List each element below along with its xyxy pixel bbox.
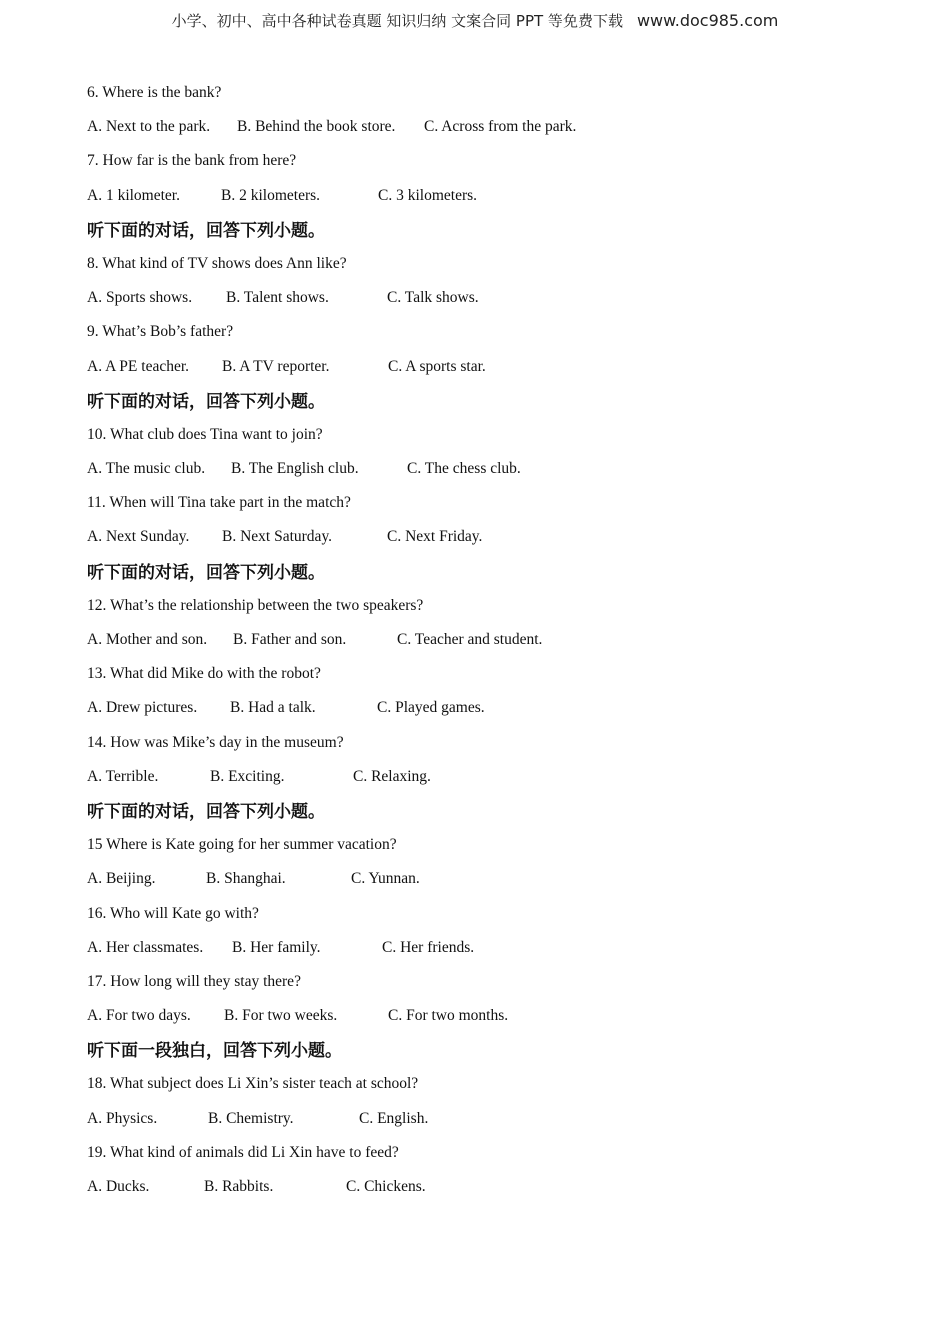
section-instruction: 听下面的对话，回答下列小题。 (87, 801, 325, 822)
answer-option: B. Her family. (232, 938, 321, 956)
answer-options (87, 527, 887, 561)
answer-options (87, 767, 887, 801)
answer-option: A. Drew pictures. (87, 699, 198, 717)
answer-options (87, 288, 887, 322)
answer-option: C. A sports star. (388, 357, 486, 375)
section-instruction: 听下面的对话，回答下列小题。 (87, 391, 325, 412)
answer-option: B. Talent shows. (226, 289, 329, 307)
answer-option: A. Terrible. (87, 767, 159, 785)
answer-option: B. The English club. (231, 460, 359, 478)
question: 12. What’s the relationship between the two speakers? (87, 596, 424, 614)
answer-option: A. The music club. (87, 460, 206, 478)
answer-option: C. Across from the park. (424, 118, 577, 136)
question: 10. What club does Tina want to join? (87, 425, 323, 443)
answer-option: B. Had a talk. (230, 699, 316, 717)
question: 17. How long will they stay there? (87, 972, 301, 990)
answer-options (87, 869, 887, 903)
question: 15 Where is Kate going for her summer vacation? (87, 836, 397, 854)
answer-option: A. Beijing. (87, 870, 156, 888)
answer-options (87, 186, 887, 220)
exam-content (87, 83, 887, 1211)
answer-option: C. For two months. (388, 1007, 509, 1025)
answer-option: B. Father and son. (233, 631, 347, 648)
question: 6. Where is the bank? (87, 84, 222, 101)
answer-option: A. For two days. (87, 1007, 191, 1025)
answer-option: A. Mother and son. (87, 631, 208, 648)
answer-option: C. Yunnan. (351, 870, 420, 888)
section-instruction: 听下面一段独白，回答下列小题。 (87, 1041, 342, 1062)
section-instruction: 听下面的对话，回答下列小题。 (87, 562, 325, 583)
header-text: 小学、初中、高中各种试卷真题 知识归纳 文案合同 PPT 等免费下载 (171, 12, 623, 30)
answer-option: A. Ducks. (87, 1178, 150, 1195)
header-site-link[interactable]: www.doc985.com (636, 11, 779, 30)
answer-options (87, 459, 887, 493)
answer-option: A. Sports shows. (87, 289, 193, 307)
answer-option: A. 1 kilometer. (87, 186, 180, 204)
answer-options (87, 1006, 887, 1040)
answer-option: B. 2 kilometers. (221, 186, 321, 204)
question: 13. What did Mike do with the robot? (87, 665, 321, 683)
question: 7. How far is the bank from here? (87, 152, 297, 170)
answer-option: A. Next to the park. (87, 118, 211, 136)
question: 18. What subject does Li Xin’s sister teach at school? (87, 1075, 419, 1093)
answer-option: A. Next Sunday. (87, 528, 190, 546)
answer-option: C. Next Friday. (387, 528, 483, 546)
answer-option: B. Chemistry. (208, 1109, 294, 1127)
answer-options (87, 938, 887, 972)
answer-option: C. Teacher and student. (397, 631, 543, 648)
answer-options (87, 698, 887, 732)
question: 8. What kind of TV shows does Ann like? (87, 254, 347, 272)
answer-option: C. English. (359, 1109, 429, 1127)
answer-option: B. Rabbits. (204, 1178, 274, 1195)
answer-options (87, 1109, 887, 1143)
answer-option: B. Next Saturday. (222, 528, 333, 546)
answer-option: B. For two weeks. (224, 1007, 338, 1025)
answer-options (87, 630, 887, 664)
answer-option: A. Physics. (87, 1109, 158, 1127)
question: 19. What kind of animals did Li Xin have to feed? (87, 1143, 399, 1161)
answer-option: B. Shanghai. (206, 870, 286, 888)
question: 14. How was Mike’s day in the museum? (87, 733, 344, 751)
section-instruction: 听下面的对话，回答下列小题。 (87, 220, 325, 241)
answer-option: B. A TV reporter. (222, 357, 330, 375)
page-header (0, 10, 950, 31)
question: 9. What’s Bob’s father? (87, 323, 234, 341)
answer-option: C. Her friends. (382, 938, 475, 956)
answer-option: C. Played games. (377, 699, 485, 717)
answer-option: C. 3 kilometers. (378, 186, 478, 204)
answer-option: B. Exciting. (210, 767, 285, 785)
answer-options (87, 1177, 887, 1211)
question: 11. When will Tina take part in the match? (87, 494, 351, 512)
answer-option: A. Her classmates. (87, 938, 204, 956)
answer-option: B. Behind the book store. (237, 118, 396, 136)
answer-option: C. Chickens. (346, 1178, 426, 1195)
answer-options (87, 357, 887, 391)
answer-options (87, 117, 887, 151)
answer-option: C. The chess club. (407, 460, 521, 478)
answer-option: C. Talk shows. (387, 289, 479, 307)
answer-option: A. A PE teacher. (87, 357, 190, 375)
question: 16. Who will Kate go with? (87, 904, 259, 922)
answer-option: C. Relaxing. (353, 767, 431, 785)
